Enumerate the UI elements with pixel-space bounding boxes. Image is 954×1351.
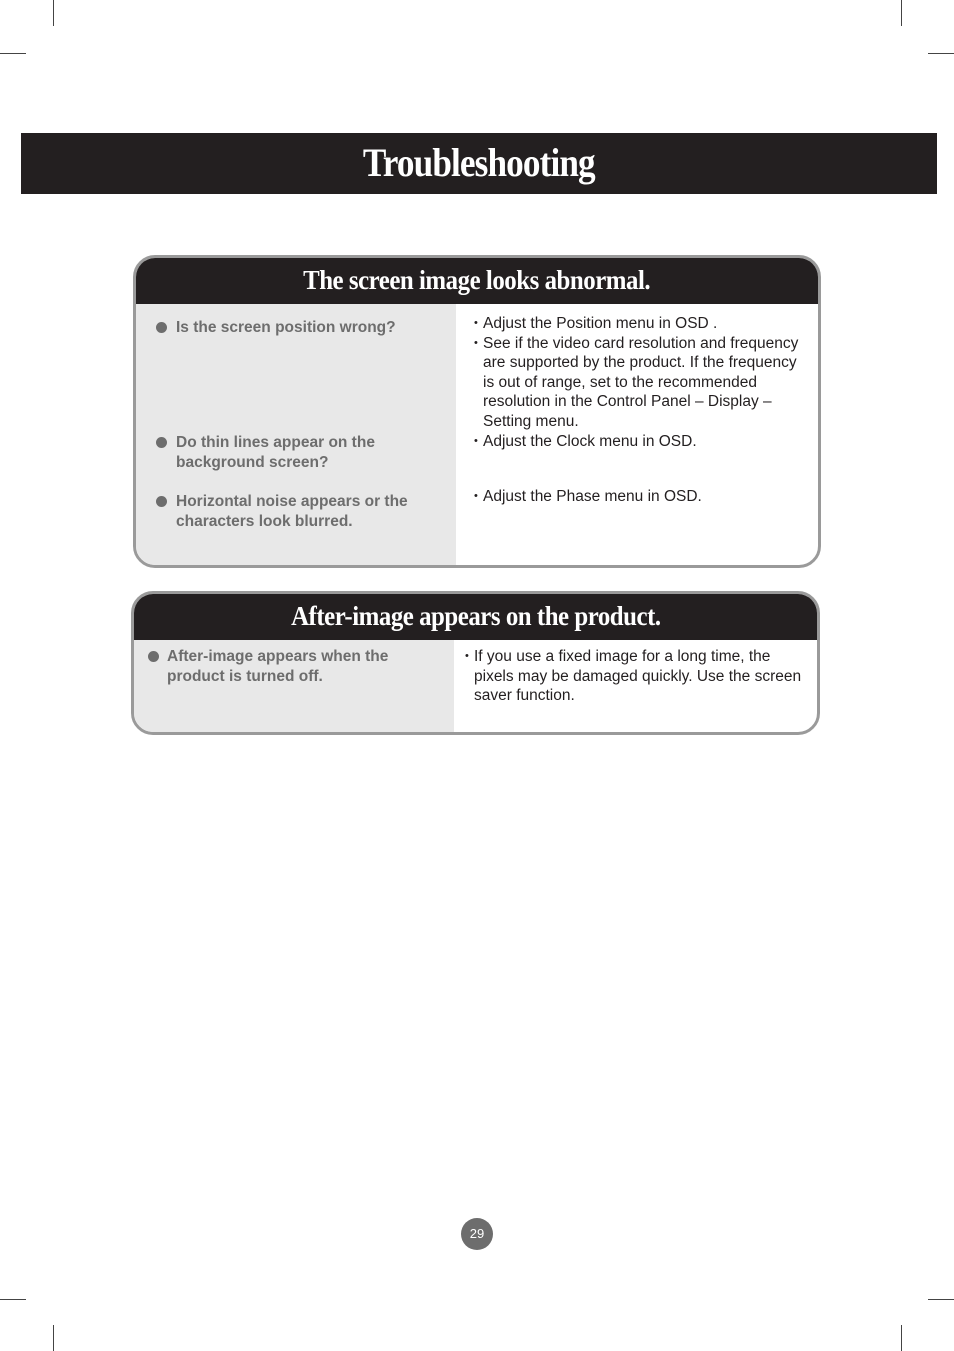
page-title: Troubleshooting <box>363 140 595 185</box>
question-item <box>176 492 426 531</box>
answer-item <box>474 432 812 452</box>
answer-text: • Adjust the Position menu in OSD . <box>474 314 812 334</box>
answer-text: • Adjust the Phase menu in OSD. <box>474 487 812 507</box>
section-after-image <box>131 591 820 735</box>
bullet-dot-icon <box>156 322 167 333</box>
crop-mark <box>0 1299 26 1300</box>
question-item <box>176 318 426 338</box>
section-heading: The screen image looks abnormal. <box>303 265 651 295</box>
answer-item <box>474 487 812 507</box>
question-item <box>176 433 426 472</box>
crop-mark <box>53 1325 54 1351</box>
page-number: 29 <box>461 1218 493 1250</box>
answer-text: • See if the video card resolution and frequency are supported by the product. If the frequency is out of range, set to the recommended resolution in the Control Panel – Display – Setting menu. <box>474 334 812 432</box>
bullet-dot-icon <box>148 651 159 662</box>
question-item <box>167 647 417 686</box>
question-text: Horizontal noise appears or the characters look blurred. <box>176 493 408 530</box>
question-text: Do thin lines appear on the background screen? <box>176 434 375 471</box>
crop-mark <box>0 53 26 54</box>
question-text: Is the screen position wrong? <box>176 319 396 336</box>
crop-mark <box>928 53 954 54</box>
page-title-bar <box>21 133 937 194</box>
crop-mark <box>901 0 902 26</box>
question-text: After-image appears when the product is turned off. <box>167 648 389 685</box>
section-screen-abnormal <box>133 255 821 568</box>
section-heading-bar <box>134 594 817 640</box>
answer-text: • Adjust the Clock menu in OSD. <box>474 432 812 452</box>
crop-mark <box>901 1325 902 1351</box>
answer-text: • If you use a fixed image for a long time, the pixels may be damaged quickly. Use the screen saver function. <box>465 647 810 706</box>
answer-item <box>465 647 810 706</box>
bullet-dot-icon <box>156 437 167 448</box>
section-heading-bar <box>136 258 818 304</box>
crop-mark <box>53 0 54 26</box>
bullet-dot-icon <box>156 496 167 507</box>
section-heading: After-image appears on the product. <box>290 601 661 631</box>
crop-mark <box>928 1299 954 1300</box>
answer-item <box>474 314 812 431</box>
